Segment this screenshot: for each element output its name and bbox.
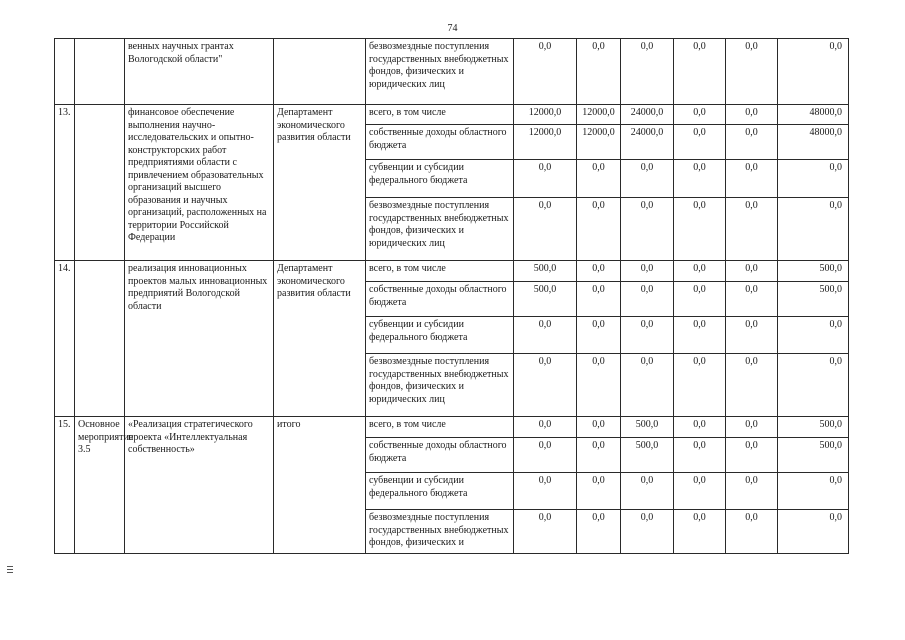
funding-value: 0,0 bbox=[514, 438, 577, 473]
funding-value: 0,0 bbox=[726, 282, 778, 317]
margin-marks bbox=[7, 566, 13, 575]
funding-value: 0,0 bbox=[778, 510, 849, 554]
funding-value: 12000,0 bbox=[514, 125, 577, 160]
table-row bbox=[55, 105, 849, 125]
funding-value: 0,0 bbox=[778, 198, 849, 261]
funding-source: субвенции и субсидии федерального бюджета bbox=[366, 473, 514, 510]
funding-value: 0,0 bbox=[621, 473, 674, 510]
funding-value: 500,0 bbox=[778, 282, 849, 317]
funding-source: субвенции и субсидии федерального бюджета bbox=[366, 160, 514, 198]
funding-value: 0,0 bbox=[577, 438, 621, 473]
funding-value: 0,0 bbox=[674, 473, 726, 510]
funding-value: 0,0 bbox=[577, 417, 621, 438]
funding-value: 0,0 bbox=[514, 417, 577, 438]
funding-value: 0,0 bbox=[577, 354, 621, 417]
funding-value: 0,0 bbox=[674, 125, 726, 160]
funding-value: 0,0 bbox=[674, 317, 726, 354]
funding-value: 0,0 bbox=[674, 261, 726, 282]
funding-value: 0,0 bbox=[778, 160, 849, 198]
funding-value: 0,0 bbox=[778, 317, 849, 354]
table-row bbox=[55, 39, 849, 105]
responsible-executor: Департамент экономического развития области bbox=[274, 105, 366, 261]
funding-value: 0,0 bbox=[577, 261, 621, 282]
funding-value: 0,0 bbox=[778, 473, 849, 510]
funding-value: 0,0 bbox=[577, 510, 621, 554]
funding-value: 24000,0 bbox=[621, 125, 674, 160]
funding-value: 0,0 bbox=[726, 510, 778, 554]
funding-value: 0,0 bbox=[577, 473, 621, 510]
funding-value: 0,0 bbox=[514, 354, 577, 417]
funding-source: безвозмездные поступления государственных внебюджетных фондов, физических и юридических лиц bbox=[366, 198, 514, 261]
funding-value: 0,0 bbox=[674, 39, 726, 105]
funding-value: 0,0 bbox=[577, 317, 621, 354]
funding-value: 0,0 bbox=[577, 39, 621, 105]
activity-label: Основное мероприятие 3.5 bbox=[75, 417, 125, 554]
funding-value: 12000,0 bbox=[577, 105, 621, 125]
funding-value: 0,0 bbox=[621, 261, 674, 282]
responsible-executor: итого bbox=[274, 417, 366, 554]
funding-value: 0,0 bbox=[674, 160, 726, 198]
responsible-executor: Департамент экономического развития области bbox=[274, 261, 366, 417]
funding-value: 0,0 bbox=[514, 317, 577, 354]
funding-value: 48000,0 bbox=[778, 125, 849, 160]
row-number: 13. bbox=[55, 105, 75, 261]
funding-value: 500,0 bbox=[514, 261, 577, 282]
funding-value: 0,0 bbox=[674, 438, 726, 473]
funding-value: 0,0 bbox=[577, 198, 621, 261]
funding-value: 0,0 bbox=[778, 354, 849, 417]
funding-source: безвозмездные поступления государственных внебюджетных фондов, физических и юридических лиц bbox=[366, 354, 514, 417]
funding-source: безвозмездные поступления государственных внебюджетных фондов, физических и bbox=[366, 510, 514, 554]
funding-source: собственные доходы областного бюджета bbox=[366, 438, 514, 473]
funding-value: 500,0 bbox=[778, 261, 849, 282]
funding-source: безвозмездные поступления государственных внебюджетных фондов, физических и юридических лиц bbox=[366, 39, 514, 105]
funding-value: 0,0 bbox=[577, 282, 621, 317]
funding-value: 0,0 bbox=[577, 160, 621, 198]
funding-source: собственные доходы областного бюджета bbox=[366, 282, 514, 317]
funding-value: 0,0 bbox=[726, 125, 778, 160]
funding-value: 0,0 bbox=[726, 39, 778, 105]
funding-value: 0,0 bbox=[778, 39, 849, 105]
row-number bbox=[55, 39, 75, 105]
funding-value: 0,0 bbox=[726, 354, 778, 417]
activity-description: венных научных грантах Вологодской области" bbox=[125, 39, 274, 105]
funding-value: 500,0 bbox=[778, 417, 849, 438]
funding-value: 0,0 bbox=[674, 510, 726, 554]
funding-value: 12000,0 bbox=[577, 125, 621, 160]
activity-label bbox=[75, 39, 125, 105]
page-number: 74 bbox=[447, 23, 458, 34]
funding-source: всего, в том числе bbox=[366, 261, 514, 282]
funding-value: 0,0 bbox=[621, 160, 674, 198]
funding-value: 0,0 bbox=[514, 510, 577, 554]
responsible-executor bbox=[274, 39, 366, 105]
funding-value: 500,0 bbox=[621, 438, 674, 473]
funding-source: всего, в том числе bbox=[366, 417, 514, 438]
funding-value: 0,0 bbox=[726, 261, 778, 282]
funding-value: 24000,0 bbox=[621, 105, 674, 125]
funding-value: 0,0 bbox=[674, 198, 726, 261]
funding-value: 0,0 bbox=[674, 105, 726, 125]
funding-value: 0,0 bbox=[514, 198, 577, 261]
activity-label bbox=[75, 261, 125, 417]
funding-value: 0,0 bbox=[621, 510, 674, 554]
funding-table bbox=[54, 38, 849, 554]
funding-value: 0,0 bbox=[726, 473, 778, 510]
table-row bbox=[55, 417, 849, 438]
funding-value: 12000,0 bbox=[514, 105, 577, 125]
funding-source: субвенции и субсидии федерального бюджета bbox=[366, 317, 514, 354]
funding-value: 0,0 bbox=[621, 317, 674, 354]
table-row bbox=[55, 261, 849, 282]
funding-value: 0,0 bbox=[726, 438, 778, 473]
funding-value: 500,0 bbox=[621, 417, 674, 438]
funding-value: 0,0 bbox=[726, 105, 778, 125]
activity-description: финансовое обеспечение выполнения научно-исследовательских и опытно-конструкторских работ предприятиями области с привлечением образовательных организаций высшего образования и научных организаций, расположенных на территории Российской Федерации bbox=[125, 105, 274, 261]
activity-description: реализация инновационных проектов малых инновационных предприятий Вологодской области bbox=[125, 261, 274, 417]
funding-value: 500,0 bbox=[778, 438, 849, 473]
funding-value: 0,0 bbox=[726, 417, 778, 438]
funding-value: 0,0 bbox=[726, 317, 778, 354]
funding-value: 48000,0 bbox=[778, 105, 849, 125]
funding-value: 0,0 bbox=[621, 39, 674, 105]
funding-value: 0,0 bbox=[621, 198, 674, 261]
funding-value: 0,0 bbox=[621, 354, 674, 417]
funding-value: 0,0 bbox=[726, 198, 778, 261]
funding-source: всего, в том числе bbox=[366, 105, 514, 125]
funding-value: 0,0 bbox=[621, 282, 674, 317]
funding-value: 0,0 bbox=[514, 39, 577, 105]
funding-value: 500,0 bbox=[514, 282, 577, 317]
funding-value: 0,0 bbox=[674, 354, 726, 417]
row-number: 14. bbox=[55, 261, 75, 417]
funding-value: 0,0 bbox=[514, 160, 577, 198]
funding-source: собственные доходы областного бюджета bbox=[366, 125, 514, 160]
activity-description: «Реализация стратегического проекта «Интеллектуальная собственность» bbox=[125, 417, 274, 554]
funding-value: 0,0 bbox=[726, 160, 778, 198]
row-number: 15. bbox=[55, 417, 75, 554]
funding-value: 0,0 bbox=[514, 473, 577, 510]
funding-value: 0,0 bbox=[674, 417, 726, 438]
funding-value: 0,0 bbox=[674, 282, 726, 317]
activity-label bbox=[75, 105, 125, 261]
